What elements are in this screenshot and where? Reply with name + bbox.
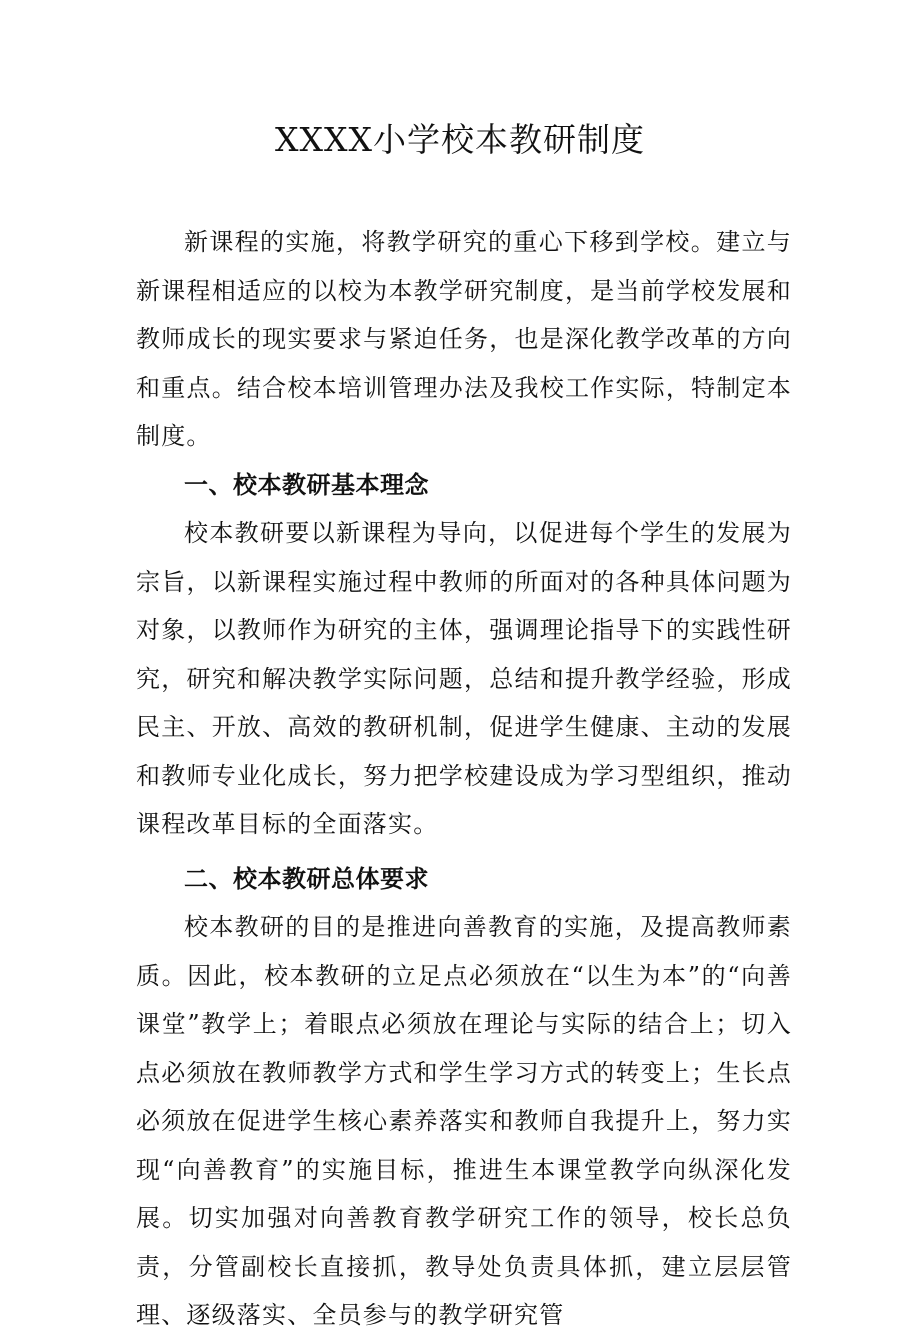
section-heading-2: 二、校本教研总体要求 — [184, 864, 429, 893]
document-title: XXXX小学校本教研制度 — [275, 120, 645, 159]
intro-paragraph: 新课程的实施，将教学研究的重心下移到学校。建立与新课程相适应的以校为本教学研究制度，是当前学校发展和教师成长的现实要求与紧迫任务，也是深化教学改革的方向和重点。结合校本培训管理办法及我校工作实际，特制定本制度。 — [136, 228, 792, 450]
document-body — [136, 218, 792, 1340]
section-paragraph-2: 校本教研的目的是推进向善教育的实施，及提高教师素质。因此，校本教研的立足点必须放在“以生为本”的“向善课堂”教学上；着眼点必须放在理论与实际的结合上；切入点必须放在教师教学方式和学生学习方式的转变上；生长点必须放在促进学生核心素养落实和教师自我提升上，努力实现“向善教育”的实施目标，推进生本课堂教学向纵深化发展。切实加强对向善教育教学研究工作的领导，校长总负责，分管副校长直接抓，教导处负责具体抓，建立层层管理、逐级落实、全员参与的教学研究管 — [136, 913, 792, 1329]
section-paragraph-1: 校本教研要以新课程为导向，以促进每个学生的发展为宗旨，以新课程实施过程中教师的所面对的各种具体问题为对象，以教师作为研究的主体，强调理论指导下的实践性研究，研究和解决教学实际问题，总结和提升教学经验，形成民主、开放、高效的教研机制，促进学生健康、主动的发展和教师专业化成长，努力把学校建设成为学习型组织，推动课程改革目标的全面落实。 — [136, 519, 792, 838]
section-heading-1: 一、校本教研基本理念 — [184, 470, 429, 499]
